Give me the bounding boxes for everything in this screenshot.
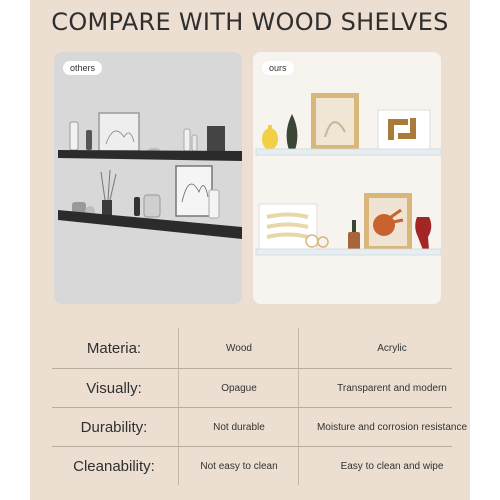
row-label: Visually: <box>86 379 142 397</box>
table-row <box>52 328 452 368</box>
page-title: COMPARE WITH WOOD SHELVES <box>51 8 449 36</box>
others-value: Wood <box>178 328 299 368</box>
others-tag: others <box>63 61 102 75</box>
comparison-graphic <box>30 0 470 500</box>
ours-value: Easy to clean and wipe <box>298 447 485 485</box>
ours-value: Moisture and corrosion resistance <box>298 408 485 446</box>
others-value: Not durable <box>178 408 299 446</box>
ours-shelf-photo <box>253 52 441 304</box>
others-value: Not easy to clean <box>178 447 299 485</box>
acrylic-shelves-illustration <box>253 52 441 304</box>
comparison-table <box>52 328 468 485</box>
ours-value: Transparent and modern <box>298 369 485 407</box>
ours-value: Acrylic <box>298 328 485 368</box>
others-shelf-photo <box>54 52 242 304</box>
row-label: Cleanability: <box>73 457 155 475</box>
table-row <box>52 407 468 446</box>
row-label: Materia: <box>86 339 142 357</box>
wood-shelves-illustration <box>54 52 242 304</box>
row-label: Durability: <box>80 418 148 436</box>
table-row <box>52 446 452 485</box>
others-value: Opague <box>178 369 299 407</box>
lower-acrylic-shelf <box>256 249 441 255</box>
upper-acrylic-shelf <box>256 149 441 155</box>
table-row <box>52 368 452 407</box>
ours-tag: ours <box>262 61 294 75</box>
